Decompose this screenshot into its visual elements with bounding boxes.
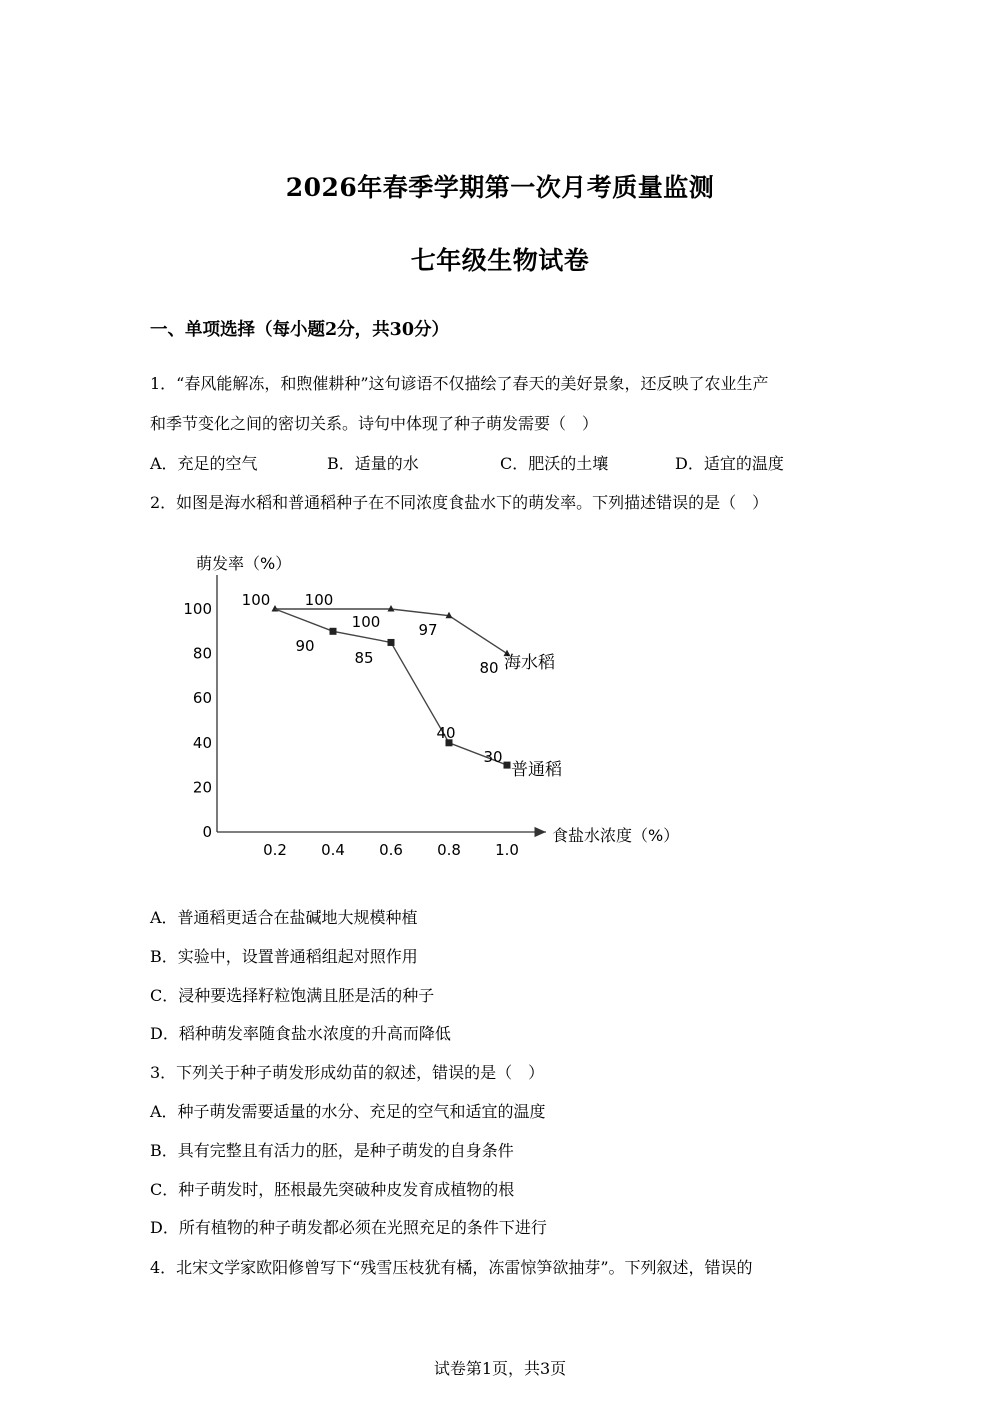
- y-tick-label: 20: [192, 778, 212, 797]
- square-marker: [388, 639, 395, 646]
- q2-option-a: A．普通稻更适合在盐碱地大规模种植: [150, 908, 418, 927]
- q2-stem: 2．如图是海水稻和普通稻种子在不同浓度食盐水下的萌发率。下列描述错误的是（ ）: [150, 493, 769, 512]
- q3-option-b: B．具有完整且有活力的胚，是种子萌发的自身条件: [150, 1141, 514, 1160]
- q1-option-b: B．适量的水: [327, 454, 419, 473]
- section-heading: 一、单项选择（每小题2分，共30分）: [150, 320, 450, 340]
- q2-option-c: C．浸种要选择籽粒饱满且胚是活的种子: [150, 986, 435, 1005]
- square-marker: [330, 628, 337, 635]
- q3-stem: 3．下列关于种子萌发形成幼苗的叙述，错误的是（ ）: [150, 1063, 545, 1082]
- x-tick-label: 0.8: [437, 841, 461, 859]
- page-footer: 试卷第1页，共3页: [433, 1359, 567, 1378]
- data-label: 90: [295, 637, 315, 655]
- data-label: 100: [351, 613, 381, 631]
- series-name-ordinary-rice: 普通稻: [511, 760, 562, 780]
- x-tick-label: 1.0: [495, 841, 519, 859]
- exam-title: 2026年春季学期第一次月考质量监测: [285, 173, 715, 202]
- q1-stem-line1: 1．“春风能解冻，和煦催耕种”这句谚语不仅描绘了春天的美好景象，还反映了农业生产: [150, 374, 769, 393]
- y-tick-label: 40: [192, 733, 212, 752]
- x-tick-label: 0.6: [379, 841, 403, 859]
- y-tick-label: 60: [192, 689, 212, 708]
- q1-option-d: D．适宜的温度: [675, 454, 784, 473]
- q3-option-a: A．种子萌发需要适量的水分、充足的空气和适宜的温度: [150, 1102, 546, 1121]
- x-axis-label: 食盐水浓度（%）: [552, 826, 680, 845]
- chart-axes: [217, 575, 546, 832]
- y-axis-label: 萌发率（%）: [196, 554, 292, 573]
- q1-option-a: A．充足的空气: [150, 454, 258, 473]
- q1-option-c: C．肥沃的土壤: [500, 454, 609, 473]
- q4-stem: 4．北宋文学家欧阳修曾写下“残雪压枝犹有橘，冻雷惊笋欲抽芽”。下列叙述，错误的: [150, 1258, 753, 1277]
- data-label: 80: [479, 659, 499, 677]
- exam-subtitle: 七年级生物试卷: [410, 246, 590, 275]
- x-tick-label: 0.2: [263, 841, 287, 859]
- series-name-sea-rice: 海水稻: [504, 653, 555, 673]
- data-label: 40: [436, 724, 456, 742]
- x-tick-label: 0.4: [321, 841, 345, 859]
- y-tick-label: 100: [183, 600, 212, 618]
- square-marker: [504, 762, 511, 769]
- data-label: 97: [418, 621, 438, 639]
- data-label: 100: [241, 591, 271, 609]
- q3-option-c: C．种子萌发时，胚根最先突破种皮发育成植物的根: [150, 1180, 515, 1199]
- data-label: 85: [354, 649, 374, 667]
- q3-option-d: D．所有植物的种子萌发都必须在光照充足的条件下进行: [150, 1218, 547, 1237]
- series-line-ordinary-rice: [275, 609, 507, 765]
- q1-stem-line2: 和季节变化之间的密切关系。诗句中体现了种子萌发需要（ ）: [150, 414, 599, 433]
- data-label: 100: [304, 591, 334, 609]
- y-tick-label: 0: [202, 823, 212, 841]
- y-tick-label: 80: [192, 644, 212, 663]
- data-label: 30: [483, 748, 503, 766]
- germination-rate-chart: [180, 545, 700, 865]
- q2-option-d: D．稻种萌发率随食盐水浓度的升高而降低: [150, 1024, 451, 1043]
- triangle-marker: [388, 605, 395, 612]
- q2-option-b: B．实验中，设置普通稻组起对照作用: [150, 947, 418, 966]
